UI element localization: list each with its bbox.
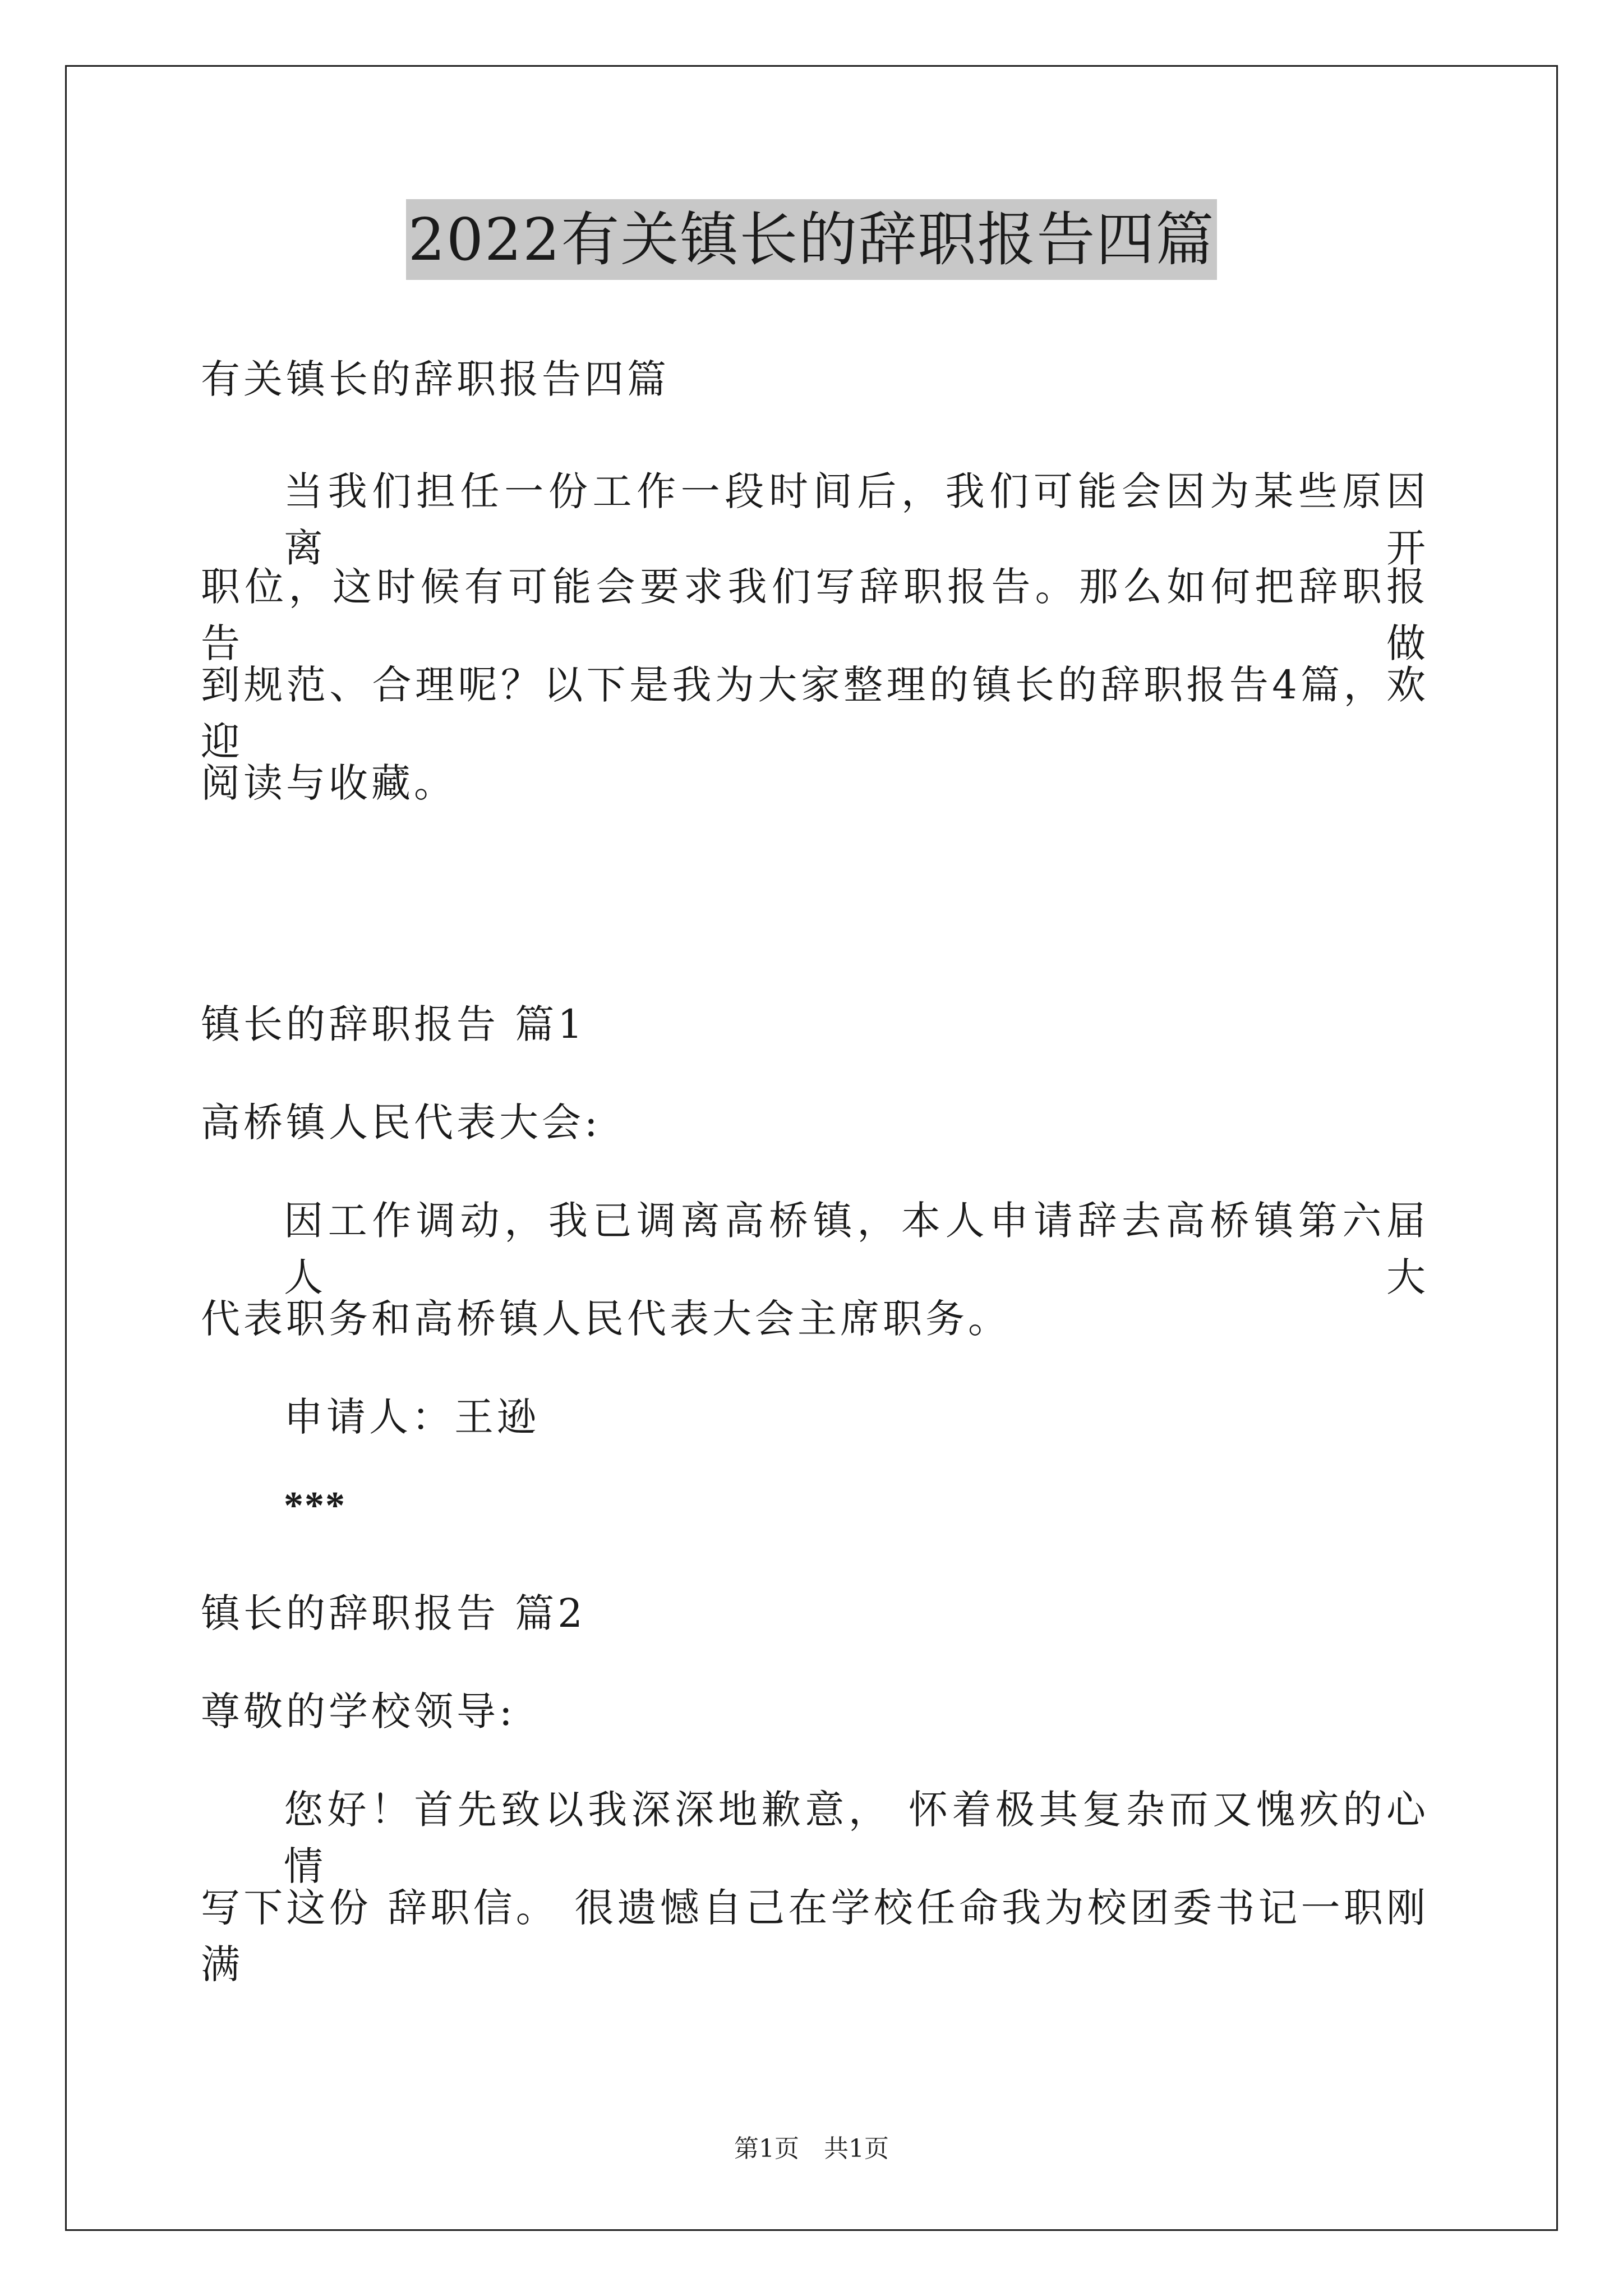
salutation: 高桥镇人民代表大会:	[201, 1099, 601, 1145]
document-subtitle: 有关镇长的辞职报告四篇	[201, 356, 670, 402]
document-title: 2022有关镇长的辞职报告四篇	[406, 199, 1218, 280]
intro-line: 职位，这时候有可能会要求我们写辞职报告。那么如何把辞职报告做	[201, 564, 1429, 666]
title-container	[0, 199, 1623, 280]
paragraph-line: 您好！首先致以我深深地歉意， 怀着极其复杂而又愧疚的心情	[284, 1787, 1429, 1889]
applicant-line: 申请人：王逊	[284, 1394, 540, 1440]
intro-line: 到规范、合理呢？以下是我为大家整理的镇长的辞职报告4篇，欢迎	[201, 662, 1429, 765]
paragraph-line: 因工作调动，我已调离高桥镇，本人申请辞去高桥镇第六届人大	[284, 1198, 1429, 1300]
page-number: 第1页 共1页	[734, 2134, 889, 2163]
paragraph-line: 写下这份 辞职信。 很遗憾自己在学校任命我为校团委书记一职刚满	[201, 1885, 1429, 1987]
intro-line: 阅读与收藏。	[201, 760, 457, 806]
intro-line: 当我们担任一份工作一段时间后，我们可能会因为某些原因离开	[284, 468, 1429, 571]
separator: ***	[284, 1484, 346, 1527]
paragraph-line: 代表职务和高桥镇人民代表大会主席职务。	[201, 1296, 1011, 1342]
salutation: 尊敬的学校领导:	[201, 1688, 516, 1734]
section-heading: 镇长的辞职报告 篇2	[201, 1590, 586, 1636]
section-heading: 镇长的辞职报告 篇1	[201, 1001, 586, 1047]
